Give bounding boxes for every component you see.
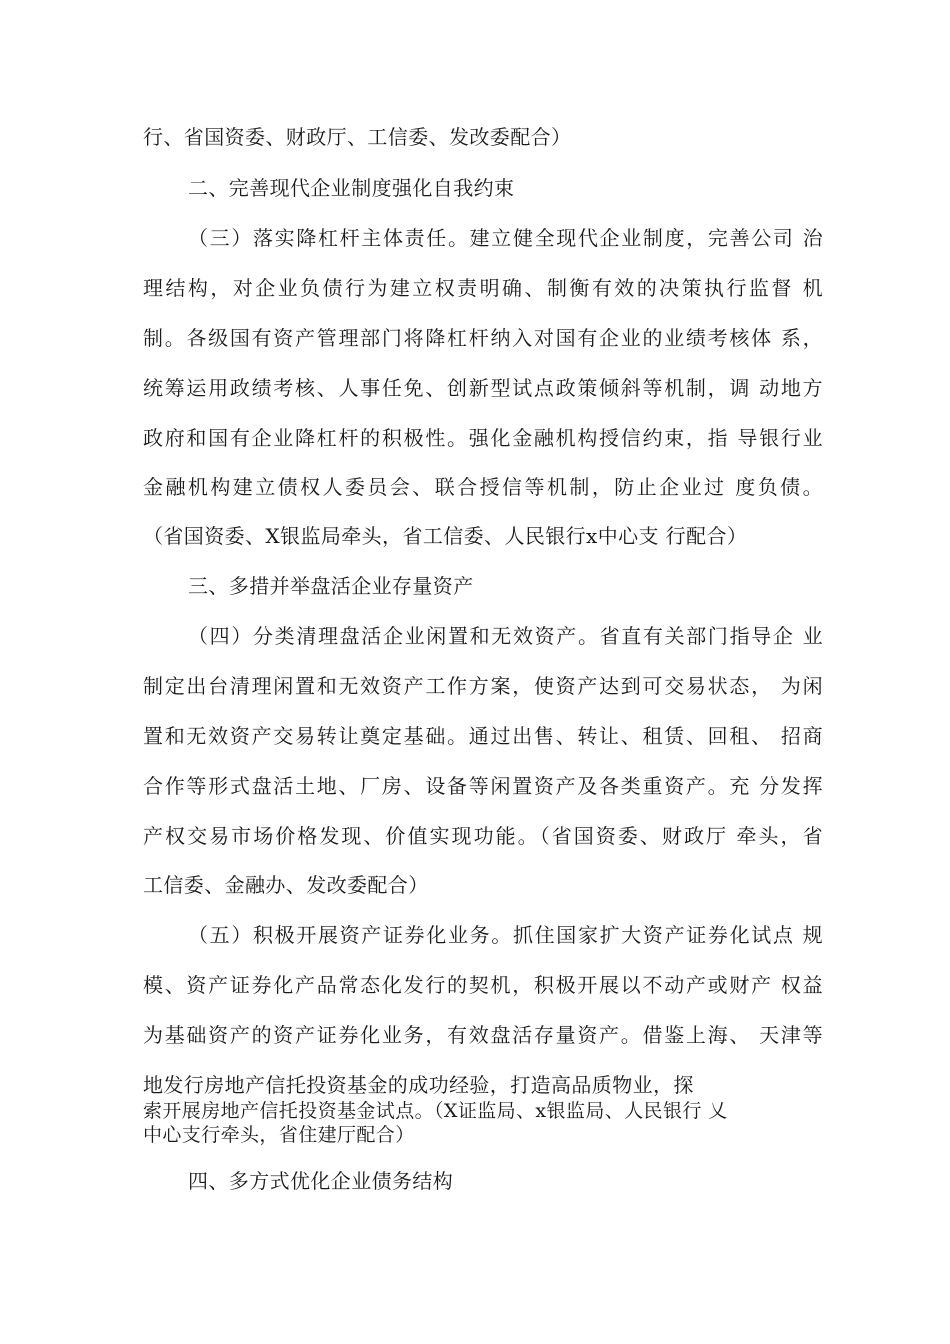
section-heading: 四、多方式优化企业债务结构 <box>188 1169 454 1193</box>
text-line: 产权交易市场价格发现、价值实现功能。（省国资委、财政厅 牵头，省 <box>143 824 823 848</box>
text-line: 制定出台清理闲置和无效资产工作方案，使资产达到可交易状态， 为闲 <box>143 674 823 698</box>
text-line: （省国资委、X银监局牵头，省工信委、人民银行x中心支 行配合） <box>143 524 748 548</box>
text-line: 理结构，对企业负债行为建立权责明确、制衡有效的决策执行监督 机 <box>143 276 823 300</box>
text-line: 模、资产证券化产品常态化发行的契机，积极开展以不动产或财产 权益 <box>143 973 823 997</box>
text-line: 索开展房地产信托投资基金试点。（X证监局、x银监局、人民银行 乂 <box>143 1100 728 1122</box>
text-line: 行、省国资委、财政厅、工信委、发改委配合） <box>143 125 572 149</box>
text-line: 金融机构建立债权人委员会、联合授信等机制，防止企业过 度负债。 <box>143 475 823 499</box>
text-line: 制。各级国有资产管理部门将降杠杆纳入对国有企业的业绩考核体 系， <box>143 326 823 350</box>
text-line: 中心支行牵头，省住建厅配合） <box>143 1124 415 1146</box>
text-line: 为基础资产的资产证券化业务，有效盘活存量资产。借鉴上海、 天津等 <box>143 1023 823 1047</box>
text-line: 置和无效资产交易转让奠定基础。通过出售、转让、租赁、回租、 招商 <box>143 724 823 748</box>
text-line: 工信委、金融办、发改委配合） <box>143 873 429 897</box>
text-line: 合作等形式盘活土地、厂房、设备等闲置资产及各类重资产。充 分发挥 <box>143 774 823 798</box>
text-line: （五）积极开展资产证券化业务。抓住国家扩大资产证券化试点 规 <box>188 923 823 947</box>
text-line: 地发行房地产信托投资基金的成功经验，打造高品质物业，探 <box>143 1073 694 1097</box>
section-heading: 三、多措并举盘活企业存量资产 <box>188 574 474 598</box>
text-line: 统筹运用政绩考核、人事任免、创新型试点政策倾斜等机制，调 动地方 <box>143 376 823 400</box>
text-line: （三）落实降杠杆主体责任。建立健全现代企业制度，完善公司 治 <box>188 226 823 250</box>
text-line: 政府和国有企业降杠杆的积极性。强化金融机构授信约束，指 导银行业 <box>143 426 823 450</box>
text-line: （四）分类清理盘活企业闲置和无效资产。省直有关部门指导企 业 <box>188 624 823 648</box>
section-heading: 二、完善现代企业制度强化自我约束 <box>188 176 515 200</box>
